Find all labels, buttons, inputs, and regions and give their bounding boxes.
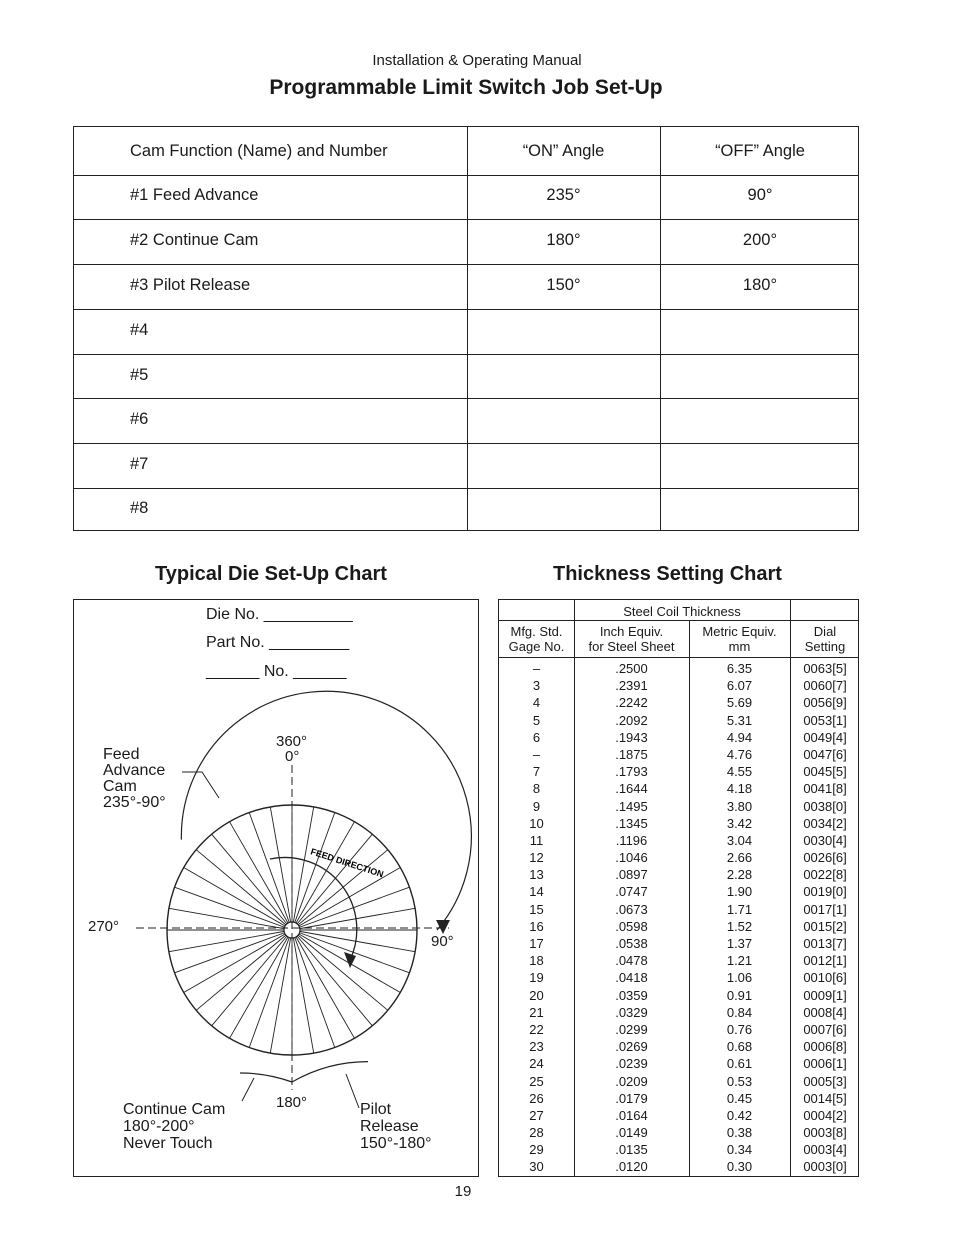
gage-cell: 11 — [529, 832, 544, 848]
feed-advance-label: Feed Advance Cam 235°-90° — [103, 746, 166, 811]
mm-cell: 0.30 — [726, 1159, 753, 1175]
cam-name: #2 Continue Cam — [130, 231, 259, 249]
mm-cell: 0.84 — [726, 1004, 753, 1020]
continue-cam-label: Continue Cam 180°-200° Never Touch — [123, 1101, 226, 1152]
angle-label-270: 270° — [88, 918, 120, 935]
inch-cell: .0179 — [615, 1090, 648, 1106]
page-number: 19 — [454, 1183, 472, 1200]
group-header: Steel Coil Thickness — [623, 604, 741, 619]
column-header-inch: Inch Equiv. for Steel Sheet — [588, 624, 675, 654]
job-setup-table — [73, 126, 859, 531]
gage-cell: 30 — [529, 1159, 544, 1175]
dial-column — [790, 660, 860, 1176]
gage-cell: 7 — [532, 764, 541, 780]
inch-cell: .1495 — [615, 798, 648, 814]
dial-cell: 0007[6] — [803, 1021, 847, 1037]
die-chart-drawing — [74, 600, 480, 1178]
mm-cell: 1.52 — [726, 918, 753, 934]
dial-cell: 0014[5] — [803, 1090, 847, 1106]
gage-cell: 28 — [529, 1125, 544, 1141]
table-rule — [74, 264, 858, 265]
gage-cell: 13 — [529, 867, 544, 883]
dial-cell: 0003[8] — [803, 1125, 847, 1141]
cam-name: #3 Pilot Release — [130, 276, 251, 294]
pilot-release-arc — [292, 1062, 368, 1082]
mm-cell: 3.04 — [726, 832, 753, 848]
feed-arc-arrowhead — [436, 920, 450, 934]
dial-cell: 0015[2] — [803, 918, 847, 934]
mm-cell: 1.71 — [726, 901, 753, 917]
dial-cell: 0008[4] — [803, 1004, 847, 1020]
inch-cell: .0209 — [615, 1073, 648, 1089]
on-angle: 150° — [546, 276, 581, 294]
inch-cell: .0239 — [615, 1056, 648, 1072]
angle-label-0: 0° — [285, 748, 300, 765]
gage-cell: – — [532, 746, 541, 762]
mm-cell: 2.66 — [726, 850, 753, 866]
inch-cell: .0299 — [615, 1021, 648, 1037]
column-header-mm: Metric Equiv. mm — [702, 624, 777, 654]
inch-cell: .1644 — [615, 781, 648, 797]
gage-cell: 14 — [529, 884, 544, 900]
die-number-field: Die No. __________ — [206, 606, 353, 623]
dial-cell: 0009[1] — [803, 987, 847, 1003]
gage-cell: 25 — [529, 1073, 544, 1089]
table-rule — [74, 175, 858, 176]
die-chart-title: Typical Die Set-Up Chart — [155, 563, 387, 585]
cam-name: #7 — [130, 455, 149, 473]
mm-cell: 1.21 — [726, 953, 753, 969]
thickness-table — [498, 599, 859, 1177]
dial-cell: 0045[5] — [803, 764, 847, 780]
gage-cell: 10 — [529, 815, 544, 831]
cam-name: #8 — [130, 499, 149, 517]
gage-cell: 5 — [532, 712, 541, 728]
mm-cell: 0.91 — [726, 987, 753, 1003]
dial-cell: 0060[7] — [803, 678, 847, 694]
mm-cell: 1.37 — [726, 936, 753, 951]
inch-cell: .1943 — [615, 729, 648, 745]
mm-cell: 0.45 — [726, 1090, 753, 1106]
mm-cell: 4.94 — [726, 729, 753, 745]
gage-cell: 8 — [532, 781, 541, 797]
mm-cell: 4.76 — [726, 746, 753, 762]
dial-cell: 0006[8] — [803, 1039, 847, 1055]
inch-cell: .2391 — [615, 678, 648, 694]
inch-cell: .0329 — [615, 1004, 648, 1020]
gage-cell: 19 — [529, 970, 544, 986]
gage-cell: 17 — [529, 936, 544, 951]
inch-cell: .0478 — [615, 953, 648, 969]
inch-cell: .0897 — [615, 867, 648, 883]
manual-title: Installation & Operating Manual — [372, 52, 582, 69]
mm-cell: 0.68 — [726, 1039, 753, 1055]
pilot-release-label: Pilot Release 150°-180° — [360, 1101, 432, 1152]
column-header-on-angle: “ON” Angle — [522, 142, 605, 160]
gage-cell: 6 — [532, 729, 541, 745]
mm-cell: 0.61 — [726, 1056, 753, 1072]
mm-cell: 6.35 — [726, 661, 753, 676]
page-title: Programmable Limit Switch Job Set-Up — [269, 76, 663, 99]
inch-cell: .1196 — [615, 832, 648, 848]
mm-cell: 0.42 — [726, 1107, 753, 1123]
header-rule — [499, 620, 858, 621]
mm-column — [689, 660, 790, 1176]
cam-name: #4 — [130, 321, 149, 339]
mm-cell: 4.18 — [726, 781, 753, 797]
gage-cell: 12 — [529, 850, 544, 866]
off-angle: 90° — [747, 186, 773, 204]
dial-cell: 0038[0] — [803, 798, 847, 814]
dial-cell: 0019[0] — [803, 884, 847, 900]
inch-cell: .0120 — [615, 1159, 648, 1175]
on-angle: 235° — [546, 186, 581, 204]
gage-cell: 26 — [529, 1090, 544, 1106]
dial-cell: 0041[8] — [803, 781, 847, 797]
dial-cell: 0004[2] — [803, 1107, 847, 1123]
header-rule — [499, 657, 858, 658]
dial-cell: 0047[6] — [803, 746, 847, 762]
mm-cell: 5.31 — [726, 712, 753, 728]
mm-cell: 0.53 — [726, 1073, 753, 1089]
dial-cell: 0006[1] — [803, 1056, 847, 1072]
inch-cell: .0673 — [615, 901, 648, 917]
dial-cell: 0063[5] — [803, 661, 847, 676]
dial-cell: 0003[0] — [803, 1159, 847, 1175]
mm-cell: 0.34 — [726, 1142, 753, 1158]
dial-cell: 0013[7] — [803, 936, 847, 951]
gage-cell: – — [532, 661, 541, 676]
inch-cell: .0359 — [615, 987, 648, 1003]
inch-cell: .2092 — [615, 712, 648, 728]
gage-cell: 9 — [532, 798, 541, 814]
mm-cell: 1.90 — [726, 884, 753, 900]
part-number-field: Part No. _________ — [206, 634, 350, 651]
table-rule — [74, 219, 858, 220]
angle-label-360: 360° — [276, 733, 308, 750]
mm-cell: 1.06 — [726, 970, 753, 986]
gage-cell: 29 — [529, 1142, 544, 1158]
inch-cell: .2500 — [615, 661, 648, 676]
mm-cell: 6.07 — [726, 678, 753, 694]
dial-cell: 0026[6] — [803, 850, 847, 866]
cam-name: #1 Feed Advance — [130, 186, 259, 204]
inch-cell: .0149 — [615, 1125, 648, 1141]
gage-cell: 4 — [532, 695, 541, 711]
pilot-leader — [346, 1074, 359, 1108]
mm-cell: 0.76 — [726, 1021, 753, 1037]
gage-cell: 24 — [529, 1056, 544, 1072]
table-rule — [74, 443, 858, 444]
column-header-off-angle: “OFF” Angle — [715, 142, 805, 160]
mm-cell: 2.28 — [726, 867, 753, 883]
gage-cell: 20 — [529, 987, 544, 1003]
dial-cell: 0017[1] — [803, 901, 847, 917]
table-rule — [74, 488, 858, 489]
inch-cell: .1046 — [615, 850, 648, 866]
dial-cell: 0005[3] — [803, 1073, 847, 1089]
dial-cell: 0022[8] — [803, 867, 847, 883]
inch-cell: .1345 — [615, 815, 648, 831]
thickness-chart-title: Thickness Setting Chart — [553, 563, 782, 585]
die-chart — [73, 599, 479, 1177]
column-header-dial: Dial Setting — [804, 624, 846, 654]
table-rule — [74, 354, 858, 355]
gage-cell: 23 — [529, 1039, 544, 1055]
gage-column — [499, 660, 574, 1176]
dial-cell: 0010[6] — [803, 970, 847, 986]
off-angle: 200° — [742, 231, 778, 249]
table-rule — [74, 398, 858, 399]
on-angle: 180° — [546, 231, 581, 249]
inch-cell: .1793 — [615, 764, 648, 780]
gage-cell: 18 — [529, 953, 544, 969]
angle-label-90: 90° — [431, 933, 454, 950]
gage-cell: 15 — [529, 901, 544, 917]
inch-cell: .0135 — [615, 1142, 648, 1158]
dial-cell: 0049[4] — [803, 729, 847, 745]
inch-cell: .0269 — [615, 1039, 648, 1055]
cam-name: #6 — [130, 410, 149, 428]
other-number-field: ______ No. ______ — [206, 663, 347, 680]
feed-direction-arc — [270, 857, 357, 960]
dial-cell: 0030[4] — [803, 832, 847, 848]
gage-cell: 22 — [529, 1021, 544, 1037]
mm-cell: 3.80 — [726, 798, 753, 814]
feed-advance-arc — [181, 691, 471, 930]
feed-direction-label: FEED DIRECTION — [309, 846, 385, 880]
angle-label-180: 180° — [276, 1094, 308, 1111]
mm-cell: 4.55 — [726, 764, 753, 780]
column-header-cam-function: Cam Function (Name) and Number — [130, 142, 388, 160]
inch-cell: .0538 — [615, 936, 648, 951]
dial-cell: 0012[1] — [803, 953, 847, 969]
continue-cam-arc — [240, 1073, 292, 1082]
table-rule — [74, 309, 858, 310]
inch-cell: .0747 — [615, 884, 648, 900]
continue-leader — [242, 1078, 254, 1101]
mm-cell: 3.42 — [726, 815, 753, 831]
inch-cell: .0598 — [615, 918, 648, 934]
dial-cell: 0056[9] — [803, 695, 847, 711]
gage-cell: 16 — [529, 918, 544, 934]
inch-cell: .0418 — [615, 970, 648, 986]
cam-name: #5 — [130, 366, 149, 384]
dial-cell: 0003[4] — [803, 1142, 847, 1158]
inch-cell: .1875 — [615, 746, 648, 762]
gage-cell: 21 — [529, 1004, 544, 1020]
gage-cell: 27 — [529, 1107, 544, 1123]
mm-cell: 0.38 — [726, 1125, 753, 1141]
off-angle: 180° — [742, 276, 778, 294]
mm-cell: 5.69 — [726, 695, 753, 711]
inch-column — [574, 660, 689, 1176]
gage-cell: 3 — [532, 678, 541, 694]
dial-cell: 0053[1] — [803, 712, 847, 728]
inch-cell: .0164 — [615, 1107, 648, 1123]
inch-cell: .2242 — [615, 695, 648, 711]
dial-cell: 0034[2] — [803, 815, 847, 831]
column-header-gage: Mfg. Std. Gage No. — [508, 624, 565, 654]
